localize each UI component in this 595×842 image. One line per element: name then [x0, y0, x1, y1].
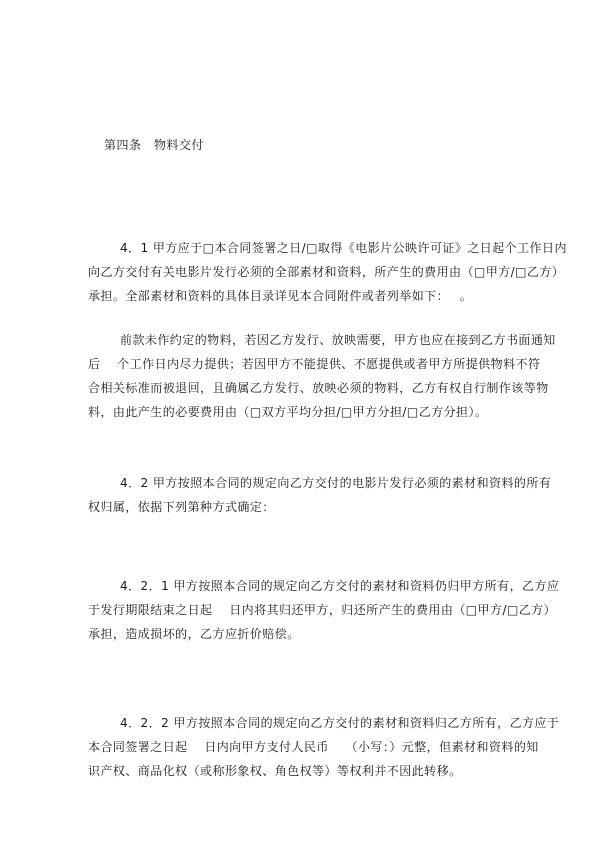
supplementary-materials-paragraph: [88, 328, 556, 424]
paragraph-line: 前款未作约定的物料，若因乙方发行、放映需要，甲方也应在接到乙方书面通知: [120, 333, 556, 347]
paragraph-line: 本合同签署之日起 日内向甲方支付人民币 （小写：）元整，但素材和资料的知: [88, 740, 539, 754]
paragraph-line: 4．2．2 甲方按照本合同的规定向乙方交付的素材和资料归乙方所有，乙方应于: [120, 716, 560, 730]
paragraph-line: 识产权、商品化权（或称形象权、角色权等）等权利并不因此转移。: [88, 764, 462, 778]
paragraph-line: 权归属，依据下列第种方式确定：: [88, 500, 275, 514]
clause-4-2-paragraph: [88, 471, 552, 519]
paragraph-line: 4．1 甲方应于□本合同签署之日/□取得《电影片公映许可证》之日起个工作日内: [120, 241, 567, 255]
paragraph-line: 合相关标准而被退回，且确属乙方发行、放映必须的物料，乙方有权自行制作该等物: [88, 381, 549, 395]
paragraph-line: 料，由此产生的必要费用由（□双方平均分担/□甲方分担/□乙方分担）。: [88, 405, 488, 419]
paragraph-line: 向乙方交付有关电影片发行必须的全部素材和资料，所产生的费用由（□甲方/□乙方）: [88, 265, 565, 279]
paragraph-line: 后 个工作日内尽力提供；若因甲方不能提供、不愿提供或者甲方所提供物料不符: [88, 357, 541, 371]
clause-4-2-1-paragraph: [88, 574, 560, 646]
clause-4-1-paragraph: [88, 236, 567, 308]
section-heading: 第四条 物料交付: [104, 138, 205, 152]
clause-4-2-2-paragraph: [88, 711, 560, 783]
paragraph-line: 4．2 甲方按照本合同的规定向乙方交付的电影片发行必须的素材和资料的所有: [120, 476, 552, 490]
paragraph-line: 承担，造成损坏的，乙方应折价赔偿。: [88, 627, 300, 641]
paragraph-line: 4．2．1 甲方按照本合同的规定向乙方交付的素材和资料仍归甲方所有，乙方应: [120, 579, 560, 593]
paragraph-line: 承担。全部素材和资料的具体目录详见本合同附件或者列举如下： 。: [88, 289, 473, 303]
paragraph-line: 于发行期限结束之日起 日内将其归还甲方，归还所产生的费用由（□甲方/□乙方）: [88, 603, 557, 617]
